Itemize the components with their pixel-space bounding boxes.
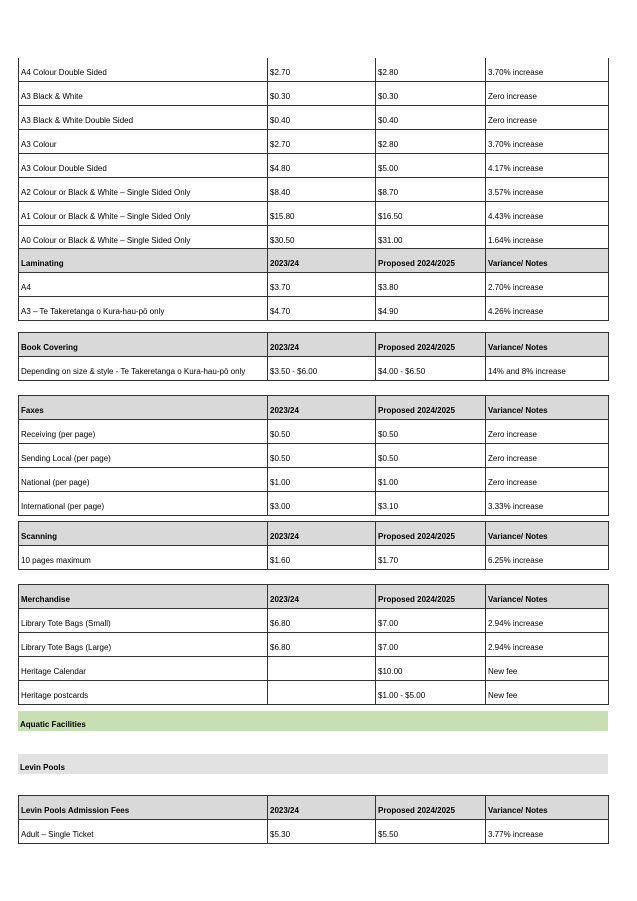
table-header-row — [19, 522, 609, 546]
table-row — [19, 609, 609, 633]
header-proposed-year: Proposed 2024/2025 — [376, 249, 486, 273]
proposed-fee-cell: $1.00 - $5.00 — [376, 681, 486, 705]
item-cell: International (per page) — [19, 492, 268, 516]
header-variance: Variance/ Notes — [486, 333, 609, 357]
header-category: Levin Pools Admission Fees — [19, 796, 268, 820]
section-heading-levin-pools: Levin Pools — [18, 754, 608, 774]
variance-cell: Zero increase — [486, 444, 609, 468]
table-row — [19, 154, 609, 178]
item-cell: Heritage postcards — [19, 681, 268, 705]
current-fee-cell: $0.50 — [268, 420, 376, 444]
header-category: Merchandise — [19, 585, 268, 609]
variance-cell: 4.26% increase — [486, 297, 609, 321]
table-header-row — [19, 333, 609, 357]
table-row — [19, 681, 609, 705]
header-variance: Variance/ Notes — [486, 585, 609, 609]
current-fee-cell: $3.70 — [268, 273, 376, 297]
variance-cell: Zero increase — [486, 420, 609, 444]
current-fee-cell: $3.00 — [268, 492, 376, 516]
proposed-fee-cell: $3.80 — [376, 273, 486, 297]
table-row — [19, 546, 609, 570]
variance-cell: 4.17% increase — [486, 154, 609, 178]
table-row — [19, 633, 609, 657]
item-cell: A3 Black & White — [19, 82, 268, 106]
item-cell: A3 Black & White Double Sided — [19, 106, 268, 130]
item-cell: A4 — [19, 273, 268, 297]
current-fee-cell: $4.70 — [268, 297, 376, 321]
table-header-row — [19, 249, 609, 273]
variance-cell: New fee — [486, 657, 609, 681]
variance-cell: Zero increase — [486, 106, 609, 130]
proposed-fee-cell: $2.80 — [376, 58, 486, 82]
item-cell: 10 pages maximum — [19, 546, 268, 570]
item-cell: A0 Colour or Black & White – Single Sided Only — [19, 226, 268, 250]
current-fee-cell: $1.00 — [268, 468, 376, 492]
header-category: Scanning — [19, 522, 268, 546]
variance-cell: 3.70% increase — [486, 130, 609, 154]
item-cell: National (per page) — [19, 468, 268, 492]
current-fee-cell: $8.40 — [268, 178, 376, 202]
laminating-table — [18, 248, 609, 321]
table-row — [19, 202, 609, 226]
current-fee-cell: $6.80 — [268, 633, 376, 657]
item-cell: Receiving (per page) — [19, 420, 268, 444]
header-current-year: 2023/24 — [268, 796, 376, 820]
variance-cell: 2.70% increase — [486, 273, 609, 297]
header-category: Laminating — [19, 249, 268, 273]
variance-cell: 14% and 8% increase — [486, 357, 609, 381]
table-header-row — [19, 396, 609, 420]
book-covering-table — [18, 332, 609, 381]
item-cell: A1 Colour or Black & White – Single Sided Only — [19, 202, 268, 226]
variance-cell: 3.77% increase — [486, 820, 609, 844]
proposed-fee-cell: $10.00 — [376, 657, 486, 681]
current-fee-cell: $3.50 - $6.00 — [268, 357, 376, 381]
variance-cell: 2.94% increase — [486, 609, 609, 633]
current-fee-cell — [268, 657, 376, 681]
variance-cell: 1.64% increase — [486, 226, 609, 250]
section-heading-aquatic-facilities: Aquatic Facilities — [18, 711, 608, 731]
item-cell: A3 Colour Double Sided — [19, 154, 268, 178]
header-current-year: 2023/24 — [268, 522, 376, 546]
variance-cell: 3.33% increase — [486, 492, 609, 516]
faxes-table — [18, 395, 609, 516]
table-row — [19, 82, 609, 106]
item-cell: A3 Colour — [19, 130, 268, 154]
current-fee-cell: $6.80 — [268, 609, 376, 633]
header-variance: Variance/ Notes — [486, 396, 609, 420]
proposed-fee-cell: $4.00 - $6.50 — [376, 357, 486, 381]
proposed-fee-cell: $7.00 — [376, 609, 486, 633]
proposed-fee-cell: $0.30 — [376, 82, 486, 106]
item-cell: A3 – Te Takeretanga o Kura-hau-pō only — [19, 297, 268, 321]
header-variance: Variance/ Notes — [486, 522, 609, 546]
merchandise-table — [18, 584, 609, 705]
proposed-fee-cell: $2.80 — [376, 130, 486, 154]
variance-cell: 3.70% increase — [486, 58, 609, 82]
table-row — [19, 130, 609, 154]
header-category: Book Covering — [19, 333, 268, 357]
variance-cell: Zero increase — [486, 82, 609, 106]
header-variance: Variance/ Notes — [486, 796, 609, 820]
current-fee-cell: $4.80 — [268, 154, 376, 178]
table-row — [19, 820, 609, 844]
header-current-year: 2023/24 — [268, 333, 376, 357]
header-proposed-year: Proposed 2024/2025 — [376, 333, 486, 357]
table-row — [19, 657, 609, 681]
table-row — [19, 420, 609, 444]
header-variance: Variance/ Notes — [486, 249, 609, 273]
current-fee-cell: $5.30 — [268, 820, 376, 844]
item-cell: A4 Colour Double Sided — [19, 58, 268, 82]
current-fee-cell: $15.80 — [268, 202, 376, 226]
item-cell: Sending Local (per page) — [19, 444, 268, 468]
proposed-fee-cell: $5.00 — [376, 154, 486, 178]
proposed-fee-cell: $3.10 — [376, 492, 486, 516]
item-cell: Library Tote Bags (Small) — [19, 609, 268, 633]
table-row — [19, 58, 609, 82]
variance-cell: Zero increase — [486, 468, 609, 492]
header-current-year: 2023/24 — [268, 396, 376, 420]
table-row — [19, 297, 609, 321]
header-proposed-year: Proposed 2024/2025 — [376, 796, 486, 820]
variance-cell: 2.94% increase — [486, 633, 609, 657]
copying-fees-table — [18, 58, 609, 250]
variance-cell: 6.25% increase — [486, 546, 609, 570]
proposed-fee-cell: $4.90 — [376, 297, 486, 321]
header-proposed-year: Proposed 2024/2025 — [376, 585, 486, 609]
table-row — [19, 357, 609, 381]
table-row — [19, 226, 609, 250]
variance-cell: 4.43% increase — [486, 202, 609, 226]
current-fee-cell: $0.40 — [268, 106, 376, 130]
item-cell: Heritage Calendar — [19, 657, 268, 681]
table-row — [19, 273, 609, 297]
table-header-row — [19, 585, 609, 609]
scanning-table — [18, 521, 609, 570]
proposed-fee-cell: $5.50 — [376, 820, 486, 844]
item-cell: Depending on size & style - Te Takeretanga o Kura-hau-pō only — [19, 357, 268, 381]
current-fee-cell — [268, 681, 376, 705]
header-current-year: 2023/24 — [268, 249, 376, 273]
table-row — [19, 178, 609, 202]
proposed-fee-cell: $16.50 — [376, 202, 486, 226]
header-proposed-year: Proposed 2024/2025 — [376, 522, 486, 546]
levin-pools-admission-table — [18, 795, 609, 844]
variance-cell: New fee — [486, 681, 609, 705]
proposed-fee-cell: $1.00 — [376, 468, 486, 492]
proposed-fee-cell: $0.50 — [376, 444, 486, 468]
table-row — [19, 492, 609, 516]
table-header-row — [19, 796, 609, 820]
table-row — [19, 106, 609, 130]
proposed-fee-cell: $1.70 — [376, 546, 486, 570]
current-fee-cell: $1.60 — [268, 546, 376, 570]
item-cell: Adult – Single Ticket — [19, 820, 268, 844]
current-fee-cell: $2.70 — [268, 58, 376, 82]
current-fee-cell: $30.50 — [268, 226, 376, 250]
table-row — [19, 444, 609, 468]
item-cell: A2 Colour or Black & White – Single Sided Only — [19, 178, 268, 202]
current-fee-cell: $0.30 — [268, 82, 376, 106]
variance-cell: 3.57% increase — [486, 178, 609, 202]
header-current-year: 2023/24 — [268, 585, 376, 609]
proposed-fee-cell: $0.40 — [376, 106, 486, 130]
proposed-fee-cell: $31.00 — [376, 226, 486, 250]
item-cell: Library Tote Bags (Large) — [19, 633, 268, 657]
table-row — [19, 468, 609, 492]
current-fee-cell: $2.70 — [268, 130, 376, 154]
header-category: Faxes — [19, 396, 268, 420]
proposed-fee-cell: $8.70 — [376, 178, 486, 202]
proposed-fee-cell: $0.50 — [376, 420, 486, 444]
proposed-fee-cell: $7.00 — [376, 633, 486, 657]
current-fee-cell: $0.50 — [268, 444, 376, 468]
header-proposed-year: Proposed 2024/2025 — [376, 396, 486, 420]
